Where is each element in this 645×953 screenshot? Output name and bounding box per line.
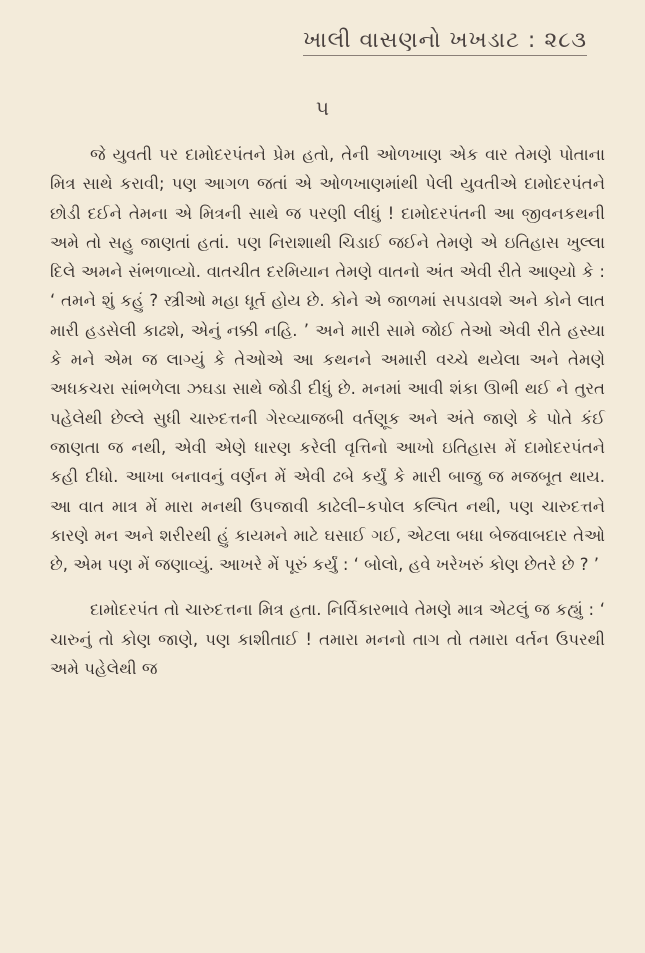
running-header: ખાલી વાસણનો ખખડાટ : ૨૮૩: [303, 28, 587, 56]
paragraph: દામોદરપંત તો ચારુદત્તના મિત્ર હતા. નિર્વિકારભાવે તેમણે માત્ર એટલું જ કહ્યું : ‘ ચારુનું તો કોણ જાણે, પણ કાશીતાઈ ! તમારા મનનો તાગ તો તમારા વર્તન ઉપરથી અમે પહેલેથી જ: [50, 600, 605, 679]
body-text: [50, 140, 605, 683]
section-number: ૫: [315, 96, 330, 120]
paragraph: જે યુવતી પર દામોદરપંતને પ્રેમ હતો, તેની ઓળખાણ એક વાર તેમણે પોતાના મિત્ર સાથે કરાવી; પણ આગળ જતાં એ ઓળખાણમાંથી પેલી યુવતીએ દામોદરપંતને છોડી દઈને તેમના એ મિત્રની સાથે જ પરણી લીધું ! દામોદરપંતની આ જીવનકથની અમે તો સહુ જાણતાં હતાં. પણ નિરાશાથી ચિડાઈ જઈને તેમણે એ ઇતિહાસ ખુલ્લા દિલે અમને સંભળાવ્યો. વાતચીત દરમિયાન તેમણે વાતનો અંત એવી રીતે આણ્યો કે : ‘ તમને શું કહું ? સ્ત્રીઓ મહા ધૂર્ત હોય છે. કોને એ જાળમાં સપડાવશે અને કોને લાત મારી હડસેલી કાઢશે, એનું નક્કી નહિ. ’ અને મારી સામે જોઈ તેઓ એવી રીતે હસ્યા કે મને એમ જ લાગ્યું કે તેઓએ આ કથનને અમારી વચ્ચે થયેલા અને તેમણે અધકચરા સાંભળેલા ઝઘડા સાથે જોડી દીધું છે. મનમાં આવી શંકા ઊભી થઈ ને તુરત પહેલેથી છેલ્લે સુધી ચારુદત્તની ગેરવ્યાજબી વર્તણૂક અને અંતે જાણે કે પોતે કંઈ જાણતા જ નથી, એવી એણે ધારણ કરેલી વૃત્તિનો આખો ઇતિહાસ મેં દામોદરપંતને કહી દીધો. આખા બનાવનું વર્ણન મેં એવી ઢબે કર્યું કે મારી બાજુ જ મજબૂત થાય. આ વાત માત્ર મેં મારા મનથી ઉપજાવી કાઢેલી–કપોલ કલ્પિત નથી, પણ ચારુદત્તને કારણે મન અને શરીરથી હું કાયમને માટે ઘસાઈ ગઈ, એટલા બધા બેજવાબદાર તેઓ છે, એમ પણ મેં જણાવ્યું. આખરે મેં પૂરું કર્યું : ‘ બોલો, હવે ખરેખરું કોણ છેતરે છે ? ’: [50, 145, 605, 575]
